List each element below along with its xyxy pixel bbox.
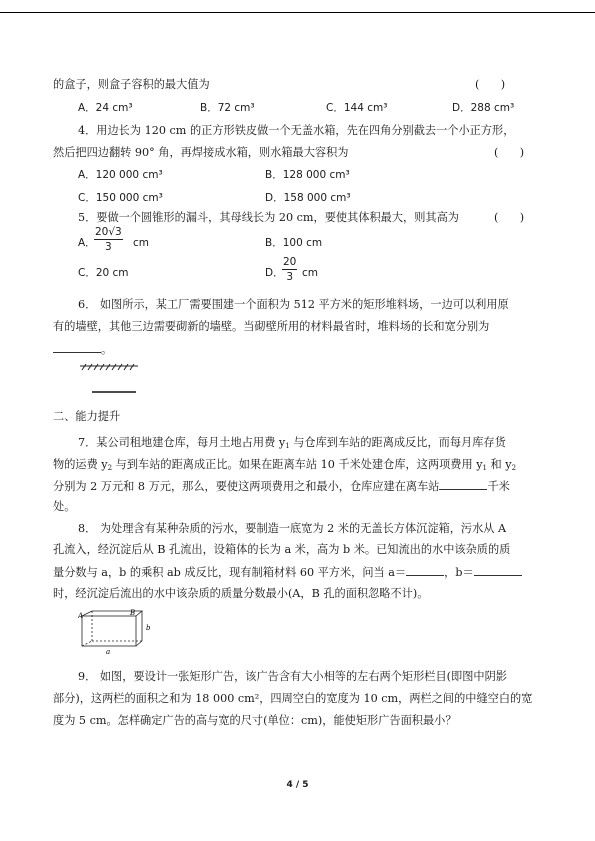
- q3-answer-paren: ( ): [475, 78, 506, 91]
- q9-line3: 度为 5 cm。怎样确定广告的高与宽的尺寸(单位：cm)，能使矩形广告面积最小？: [53, 714, 457, 727]
- fraction-numerator: 20: [283, 256, 297, 268]
- q5-line1: 5．要做一个圆锥形的漏斗，其母线长为 20 cm，要使其体积最大，则其高为: [78, 211, 459, 224]
- q8-line4: 时，经沉淀后流出的水中该杂质的质量分数最小(A，B 孔的面积忽略不计)。: [53, 587, 429, 600]
- tank-hidden-diag: [82, 641, 92, 646]
- tank-bottom-edge: [136, 641, 142, 646]
- tank-figure: [78, 608, 158, 656]
- q7-line3: 分别为 2 万元和 8 万元，那么，要使这两项费用之和最小，仓库应建在离车站 千米: [53, 480, 510, 493]
- q5-option-c: C．20 cm: [78, 267, 129, 279]
- q4-option-a: A．120 000 cm³: [78, 169, 163, 181]
- q4-option-d: D．158 000 cm³: [265, 192, 351, 204]
- q3-option-c: C．144 cm³: [326, 102, 388, 114]
- q6-line1: 6． 如图所示，某工厂需要围建一个面积为 512 平方米的矩形堆料场，一边可以利用原: [78, 298, 509, 311]
- section-heading: 二、能力提升: [53, 410, 121, 423]
- q5-option-d-label: D．: [265, 267, 284, 279]
- fraction-bar: [94, 239, 123, 240]
- q3-stem-tail: 的盒子，则盒子容积的最大值为: [53, 78, 210, 91]
- label-A: A: [78, 612, 84, 620]
- q9-line1: 9． 如图，要设计一张矩形广告，该广告含有大小相等的左右两个矩形栏目(即图中阴影: [78, 670, 507, 683]
- fraction-denominator: 3: [286, 271, 294, 283]
- period: 。: [101, 343, 113, 356]
- label-a: a: [106, 648, 111, 656]
- q5-option-d-fraction: [282, 256, 297, 283]
- q5-option-a-fraction: [94, 226, 123, 253]
- q8-line2: 孔流入，经沉淀后从 B 孔流出，设箱体的长为 a 米，高为 b 米。已知流出的水中该杂质的质: [53, 543, 511, 556]
- page-number: 4 / 5: [286, 780, 309, 790]
- fraction-denominator: 3: [105, 241, 112, 253]
- q3-option-b: B．72 cm³: [200, 102, 255, 114]
- label-B: B: [130, 609, 136, 617]
- answer-blank: [439, 479, 487, 490]
- answer-blank-b: [474, 565, 522, 576]
- q7-line1: 7．某公司租地建仓库，每月土地占用费 $y_1$ 与仓库到车站的距离成反比，而每月库存货: [78, 436, 506, 450]
- q7-line2: 物的运费 $y_2$ 与到车站的距离成正比。如果在距离车站 10 千米处建仓库，这两项费用 $y_1$ 和 $y_2$: [53, 458, 517, 472]
- q4-answer-paren: ( ): [494, 146, 525, 159]
- q9-line2: 部分)，这两栏的面积之和为 18 000 cm²，四周空白的宽度为 10 cm，两栏之间的中缝空白的宽: [53, 692, 533, 705]
- fraction-numerator: 20√3: [95, 226, 122, 238]
- q8-line3: 量分数与 a，b 的乘积 ab 成反比，现有制箱材料 60 平方米，问当 a＝ ，b＝: [53, 565, 522, 580]
- answer-blank: [53, 342, 101, 353]
- answer-blank-a: [406, 565, 444, 576]
- q4-line1: 4．用边长为 120 cm 的正方形铁皮做一个无盖水箱，先在四角分别截去一个小正方形，: [78, 124, 515, 137]
- q8-line1: 8． 为处理含有某种杂质的污水，要制造一底宽为 2 米的无盖长方体沉淀箱，污水从 A: [78, 522, 507, 535]
- q6-line3: [53, 342, 112, 357]
- q3-option-d: D．288 cm³: [452, 102, 515, 114]
- q5-option-d-unit: cm: [302, 267, 319, 279]
- wall-hatching: [82, 364, 134, 370]
- label-b: b: [146, 624, 151, 632]
- q5-answer-paren: ( ): [494, 211, 525, 224]
- q7-line4: 处。: [53, 500, 76, 513]
- fraction-bar: [282, 269, 297, 270]
- q4-line2: 然后把四边翻转 90° 角，再焊接成水箱，则水箱最大容积为: [53, 146, 349, 159]
- q3-option-a: A．24 cm³: [78, 102, 133, 114]
- q5-option-a-unit: cm: [133, 237, 150, 249]
- q5-option-a-label: A．: [78, 237, 96, 249]
- wall-figure: [78, 360, 148, 396]
- tank-front: [82, 616, 136, 646]
- q5-option-b: B．100 cm: [265, 237, 323, 249]
- q4-option-c: C．150 000 cm³: [78, 192, 163, 204]
- q6-line2: 有的墙壁，其他三边需要砌新的墙壁。当砌壁所用的材料最省时，堆料场的长和宽分别为: [53, 320, 490, 333]
- header-rule: [0, 12, 595, 13]
- q4-option-b: B．128 000 cm³: [265, 169, 350, 181]
